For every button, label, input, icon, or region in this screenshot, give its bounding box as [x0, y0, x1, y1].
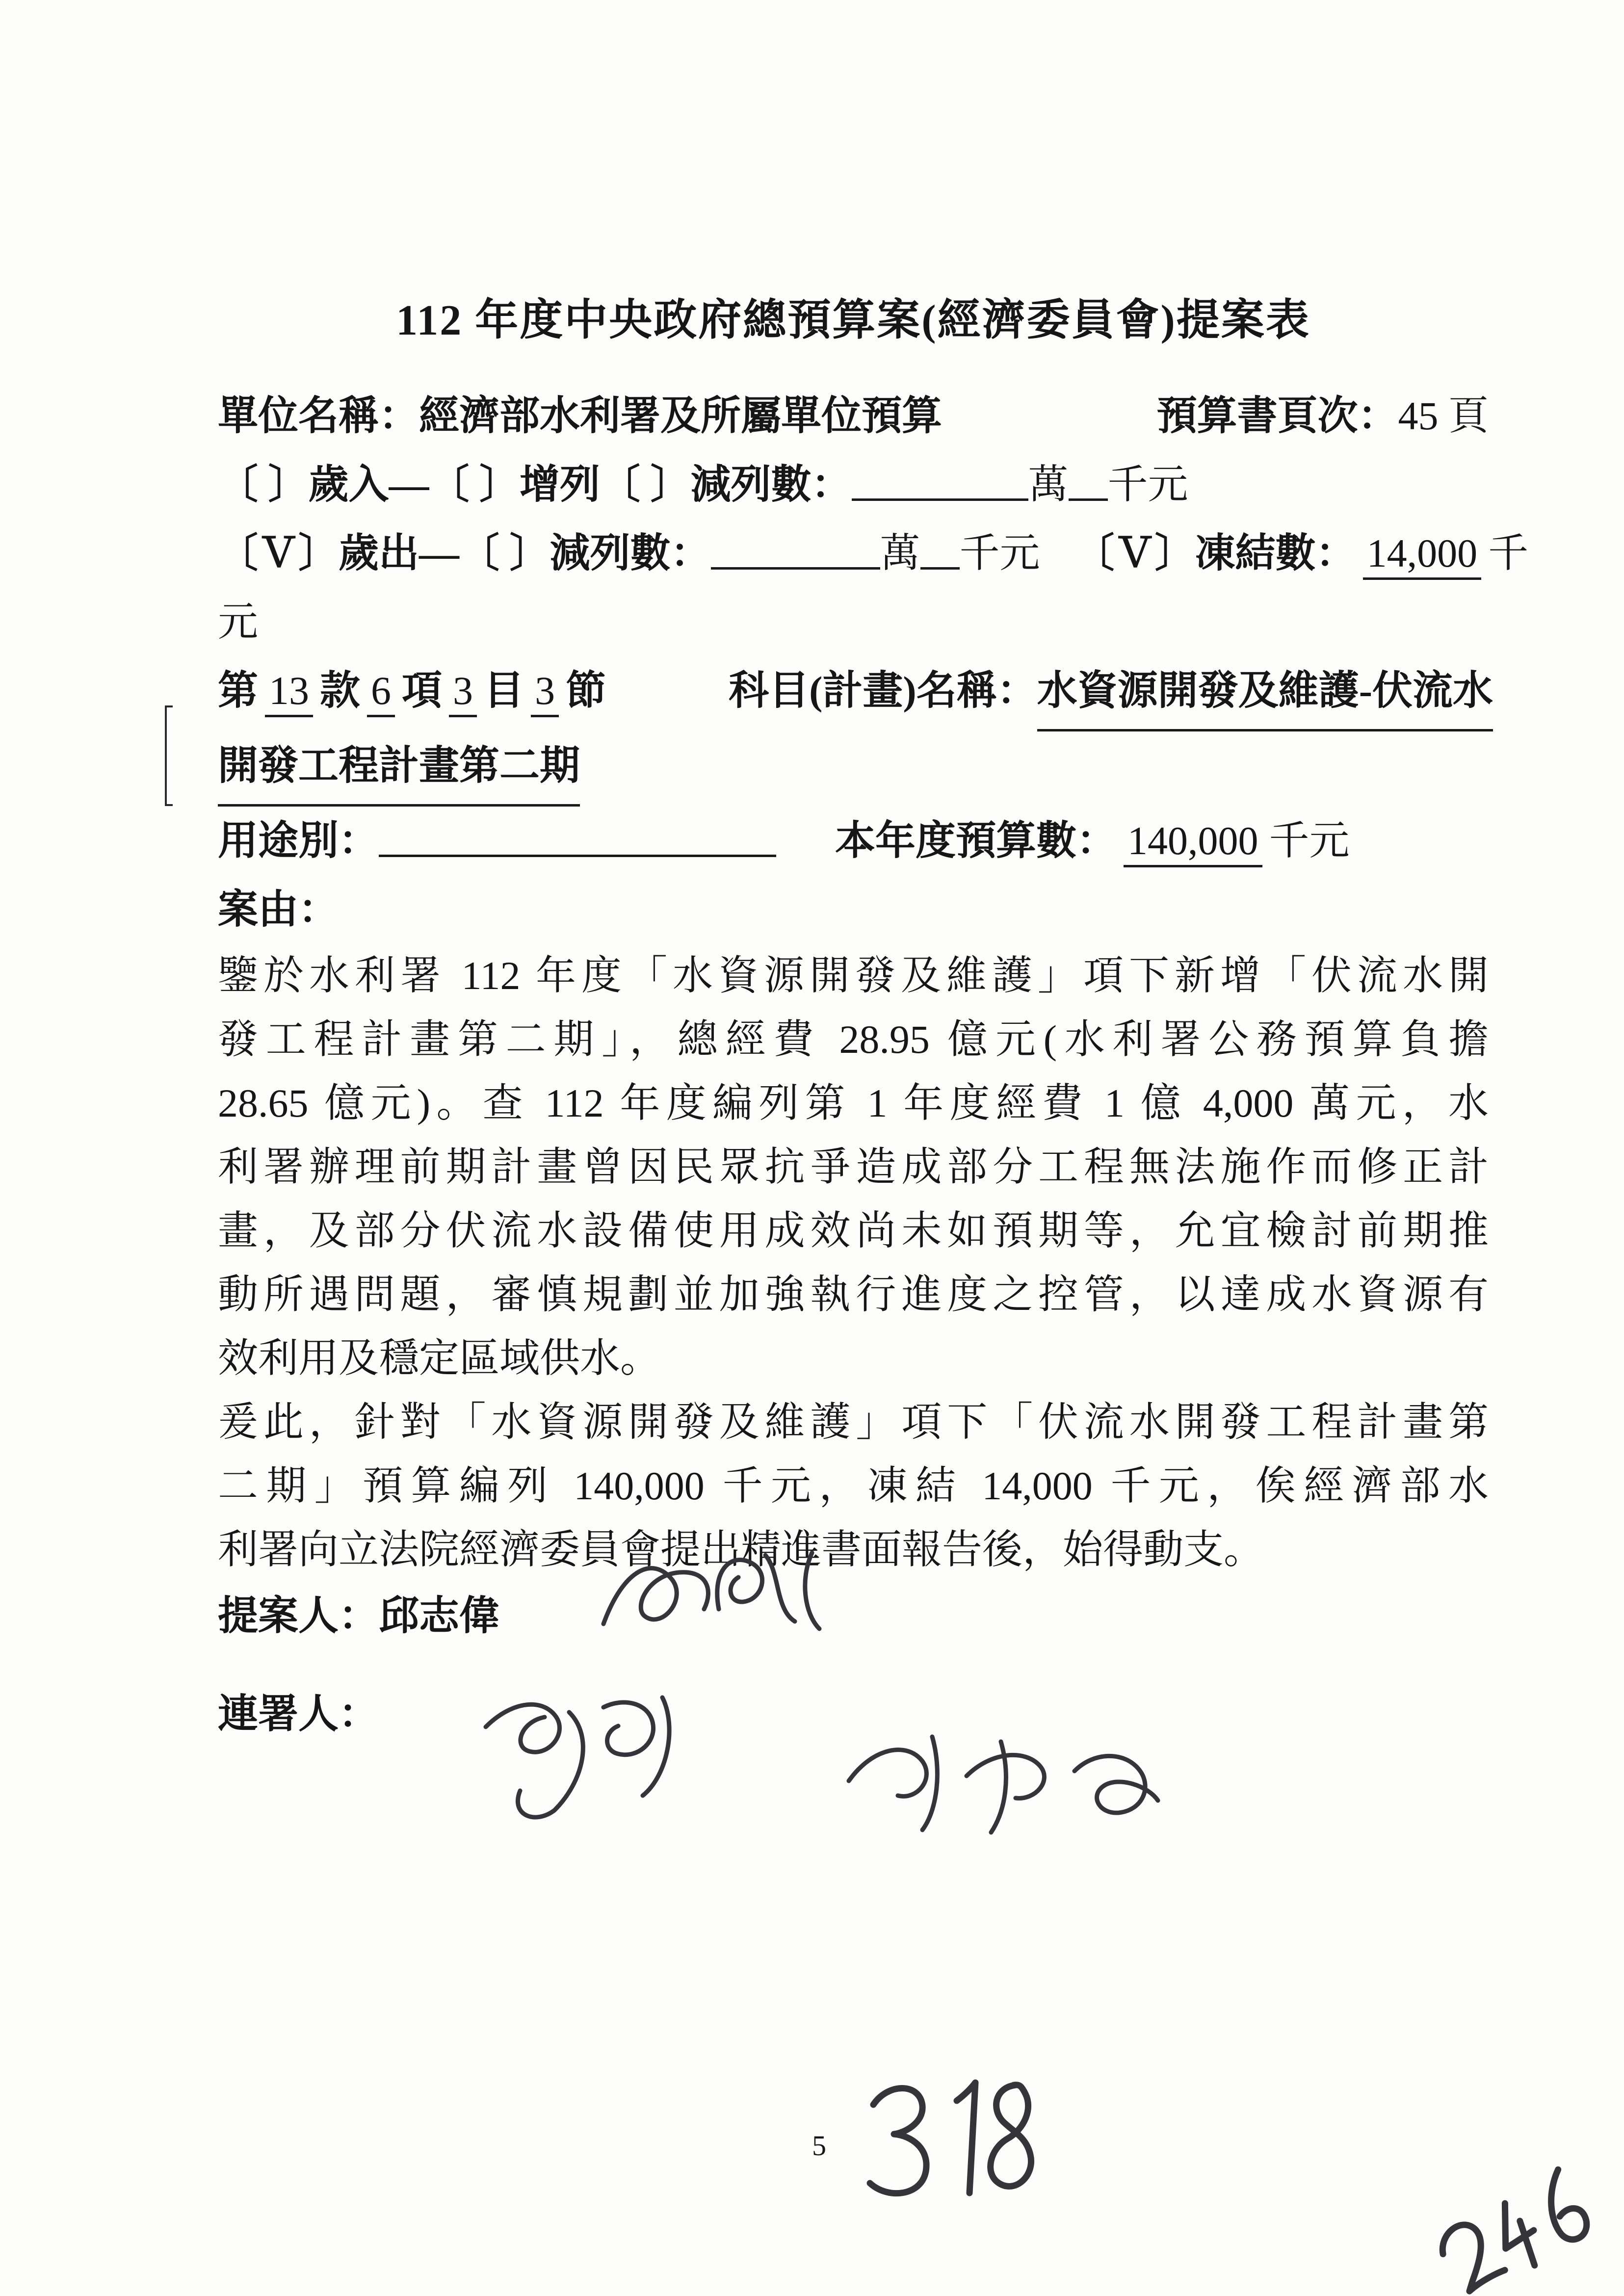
item-seg-mu: 目	[484, 668, 524, 713]
item-jie-number: 3	[531, 668, 559, 717]
left-margin-bracket	[165, 705, 173, 806]
paragraph-line: 利署辦理前期計畫曾因民眾抗爭造成部分工程無法施作而修正計	[218, 1145, 1489, 1189]
handwritten-number-318	[854, 2070, 1050, 2218]
case-paragraph-1	[218, 944, 1489, 1390]
revenue-checkbox-label: 〔 〕歲入—〔 〕增列〔 〕減列數：	[218, 462, 852, 507]
budget-page-value: 45 頁	[1398, 393, 1489, 438]
case-paragraph-2	[218, 1390, 1489, 1582]
paragraph-line: 鑒於水利署 112 年度「水資源開發及維護」項下新增「伏流水開	[218, 953, 1489, 998]
freeze-amount-value: 14,000	[1363, 531, 1482, 580]
document-title: 112 年度中央政府總預算案(經濟委員會)提案表	[396, 297, 1310, 344]
unit-name-label: 單位名稱：經濟部水利署及所屬單位預算	[218, 393, 943, 438]
expenditure-amount-blank-field	[711, 548, 880, 570]
usage-type-label: 用途別：	[218, 818, 379, 863]
unit-name-row	[218, 382, 1489, 450]
usage-type-blank-field	[379, 835, 776, 857]
freeze-unit: 千	[1488, 531, 1529, 575]
paragraph-line: 28.65 億元)。查 112 年度編列第 1 年度經費 1 億 4,000 萬元，水	[218, 1081, 1489, 1125]
page-number: 5	[812, 2130, 826, 2162]
revenue-amount-blank-field	[852, 479, 1028, 501]
paragraph-line: 發工程計畫第二期」，總經費 28.95 億元(水利署公務預算負擔	[218, 1017, 1489, 1062]
item-seg-kuan: 款	[320, 668, 361, 713]
subject-name-label: 科目(計畫)名稱：	[729, 668, 1037, 713]
revenue-thousand-blank-field	[1069, 479, 1108, 501]
paragraph-line: 動所遇問題，審慎規劃並加強執行進度之控管，以達成水資源有	[218, 1272, 1489, 1317]
budget-page-label: 預算書頁次：	[1156, 393, 1398, 438]
freeze-group	[1074, 531, 1529, 575]
annual-budget-group	[835, 818, 1350, 863]
budget-page-ref	[1156, 382, 1489, 450]
revenue-row	[218, 450, 1489, 519]
paragraph-line: 畫，及部分伏流水設備使用成效尚未如預期等，允宜檢討前期推	[218, 1208, 1489, 1253]
annual-budget-value: 140,000	[1124, 818, 1262, 867]
proposer-signature	[589, 1526, 834, 1673]
item-section-row	[218, 656, 1493, 731]
cosigner-row: 連署人：	[218, 1692, 379, 1736]
subject-name-value-line1: 水資源開發及維護-伏流水	[1037, 656, 1493, 731]
item-seg-di: 第	[218, 668, 259, 713]
paragraph-line: 效利用及穩定區域供水。	[218, 1336, 661, 1381]
case-reason-heading: 案由：	[218, 887, 339, 932]
annual-budget-label: 本年度預算數：	[835, 818, 1117, 863]
expenditure-row	[218, 519, 1529, 588]
subject-continuation-row	[218, 731, 1489, 807]
expenditure-wan-unit: 萬	[880, 531, 920, 575]
expenditure-checkbox-label: 〔Ｖ〕歲出—〔 〕減列數：	[218, 531, 711, 575]
expenditure-thousand-blank-field	[920, 548, 960, 570]
revenue-wan-unit: 萬	[1028, 462, 1069, 507]
wrapped-yuan-row	[218, 588, 1489, 656]
cosigner-signature-1	[456, 1668, 711, 1835]
paragraph-line: 爰此，針對「水資源開發及維護」項下「伏流水開發工程計畫第	[218, 1400, 1489, 1444]
freeze-checkbox-label: 〔Ｖ〕凍結數：	[1074, 531, 1356, 575]
item-mu-number: 3	[449, 668, 477, 717]
revenue-qianyuan-unit: 千元	[1107, 462, 1188, 507]
annual-budget-unit: 千元	[1269, 818, 1350, 863]
cosigner-signature-2	[829, 1707, 1173, 1854]
expenditure-qianyuan-unit: 千元	[959, 531, 1040, 575]
item-seg-xiang: 項	[402, 668, 443, 713]
wrapped-yuan-char: 元	[218, 600, 259, 644]
paragraph-line: 利署向立法院經濟委員會提出精進書面報告後，始得動支。	[218, 1527, 1264, 1572]
item-xiang-number: 6	[367, 668, 395, 717]
handwritten-number-246	[1420, 2154, 1611, 2296]
proposer-row: 提案人：邱志偉	[218, 1593, 500, 1638]
item-seg-jie: 節	[566, 668, 606, 713]
usage-row	[218, 807, 1489, 875]
item-kuan-number: 13	[265, 668, 313, 717]
subject-name-value-line2: 開發工程計畫第二期	[218, 731, 580, 807]
paragraph-line: 二期」預算編列 140,000 千元，凍結 14,000 千元，俟經濟部水	[218, 1463, 1489, 1508]
